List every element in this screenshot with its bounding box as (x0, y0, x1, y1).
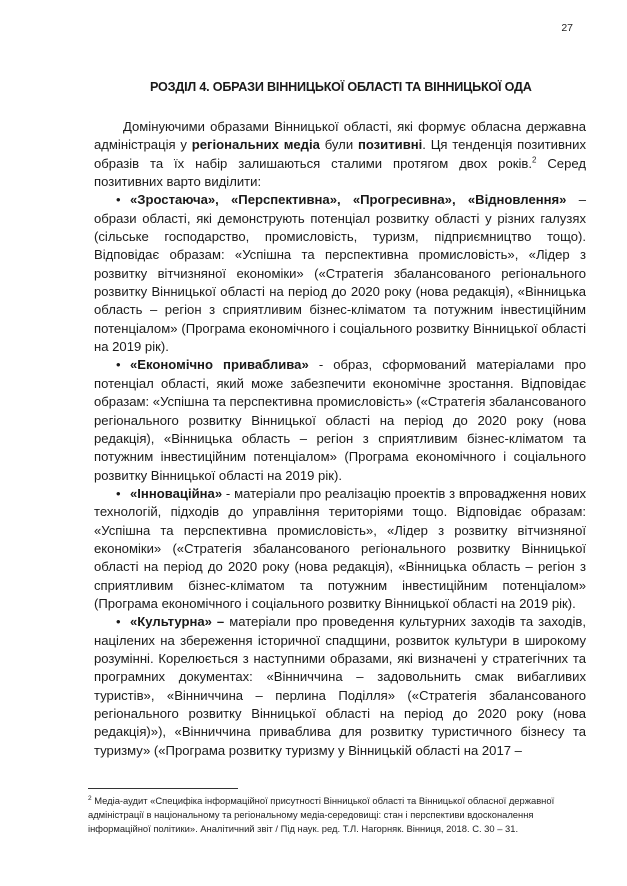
footnote (88, 794, 588, 836)
intro-bold-positive: позитивні (357, 137, 423, 153)
bullet-title: «Культурна» – (130, 614, 225, 630)
section-heading: РОЗДІЛ 4. ОБРАЗИ ВІННИЦЬКОЇ ОБЛАСТІ ТА ВІННИЦЬКОЇ ОДА (150, 80, 532, 94)
bullet-item-growing (94, 191, 586, 356)
intro-text-3: . Ця тенденція позитивних образів та їх набір залишаються сталими протягом двох років. (94, 137, 587, 171)
bullet-item-innovative (94, 485, 586, 613)
bullet-item-cultural (94, 613, 586, 760)
bullet-text: матеріали про проведення культурних заходів та заходів, націлених на збереження історичної спадщини, розвиток культури в широкому розумінні. Корелюється з наступними образами, які визначені у стратегічних та програмних документах: «Вінниччина – задовольнить смак вибагливих туристів», «Вінниччина – перлина Поділля» («Стратегія збалансованого регіонального розвитку Вінницької області на період до 2020 року (нова редакція)»), «Вінниччина приваблива для розвитку туристичного бізнесу та туризму» («Програма розвитку туризму у Вінницькій області на 2017 – (94, 614, 586, 758)
bullet-icon: • (116, 357, 121, 373)
intro-bold-regional-media: регіональних медіа (191, 137, 320, 153)
bullet-icon: • (116, 485, 121, 501)
footnote-number: 2 (88, 794, 92, 802)
bullet-item-economic (94, 356, 586, 484)
bullet-text: – образи області, які демонструють потенціал розвитку області у різних галузях (сільське господарство, промисловість, туризм, підприємництво тощо). Відповідає образам: «Успішна та перспективна промисловість», «Лідер з розвитку вітчизняної економіки» («Стратегія збалансованого регіонального розвитку Вінницької області на період до 2020 року (нова редакція), «Вінницька область – регіон з сприятливим бізнес-кліматом та потужним інвестиційним потенціалом» (Програма економічного і соціального розвитку Вінницької області на 2019 рік). (94, 192, 586, 355)
bullet-icon: • (116, 192, 121, 208)
bullet-text: - матеріали про реалізацію проектів з впровадження нових технологій, підходів до управління територіями тощо. Відповідає образам: «Успішна та перспективна промисловість», «Лідер з розвитку вітчизняної економіки» («Стратегія збалансованого регіонального розвитку Вінницької області на період до 2020 року (нова редакція), «Вінницька область – регіон з сприятливим бізнес-кліматом та потужним інвестиційним потенціалом» (Програма економічного і соціального розвитку Вінницької області на 2019 рік). (94, 485, 586, 611)
bullet-title: «Зростаюча», «Перспективна», «Прогресивна», «Відновлення» (130, 192, 567, 208)
bullet-title: «Інноваційна» (130, 485, 223, 501)
footnote-text: Медіа-аудит «Специфіка інформаційної присутності Вінницької області та Вінницької обласної державної адміністрації в національному та регіональному медіа-середовищі: стан і перспективи вдосконалення інформаційної політики». Аналітичний звіт / Під наук. ред. Т.Л. Нагорняк. Вінниця, 2018. С. 30 – 31. (88, 795, 555, 834)
bullet-title: «Економічно приваблива» (130, 357, 309, 373)
footnote-reference: 2 (531, 155, 537, 165)
bullet-text: - образ, сформований матеріалами про потенціал області, який може забезпечити економічне зростання. Відповідає образам: «Успішна та перспективна промисловість» («Стратегія збалансованого регіонального розвитку Вінницької області на період до 2020 року (нова редакція), «Вінницька область – регіон з сприятливим бізнес-кліматом та потужним інвестиційним потенціалом» (Програма економічного і соціального розвитку Вінницької області на 2019 рік). (94, 357, 586, 483)
body-text (94, 118, 586, 760)
intro-text-1: Домінуючими образами Вінницької області, які формує обласна державна адміністрація у (94, 119, 586, 153)
intro-paragraph (94, 118, 586, 191)
bullet-icon: • (116, 614, 121, 630)
footnote-divider (88, 788, 238, 789)
intro-text-4: Серед позитивних варто виділити: (94, 155, 587, 190)
intro-text-2: були (319, 137, 358, 153)
page-number: 27 (561, 22, 573, 34)
